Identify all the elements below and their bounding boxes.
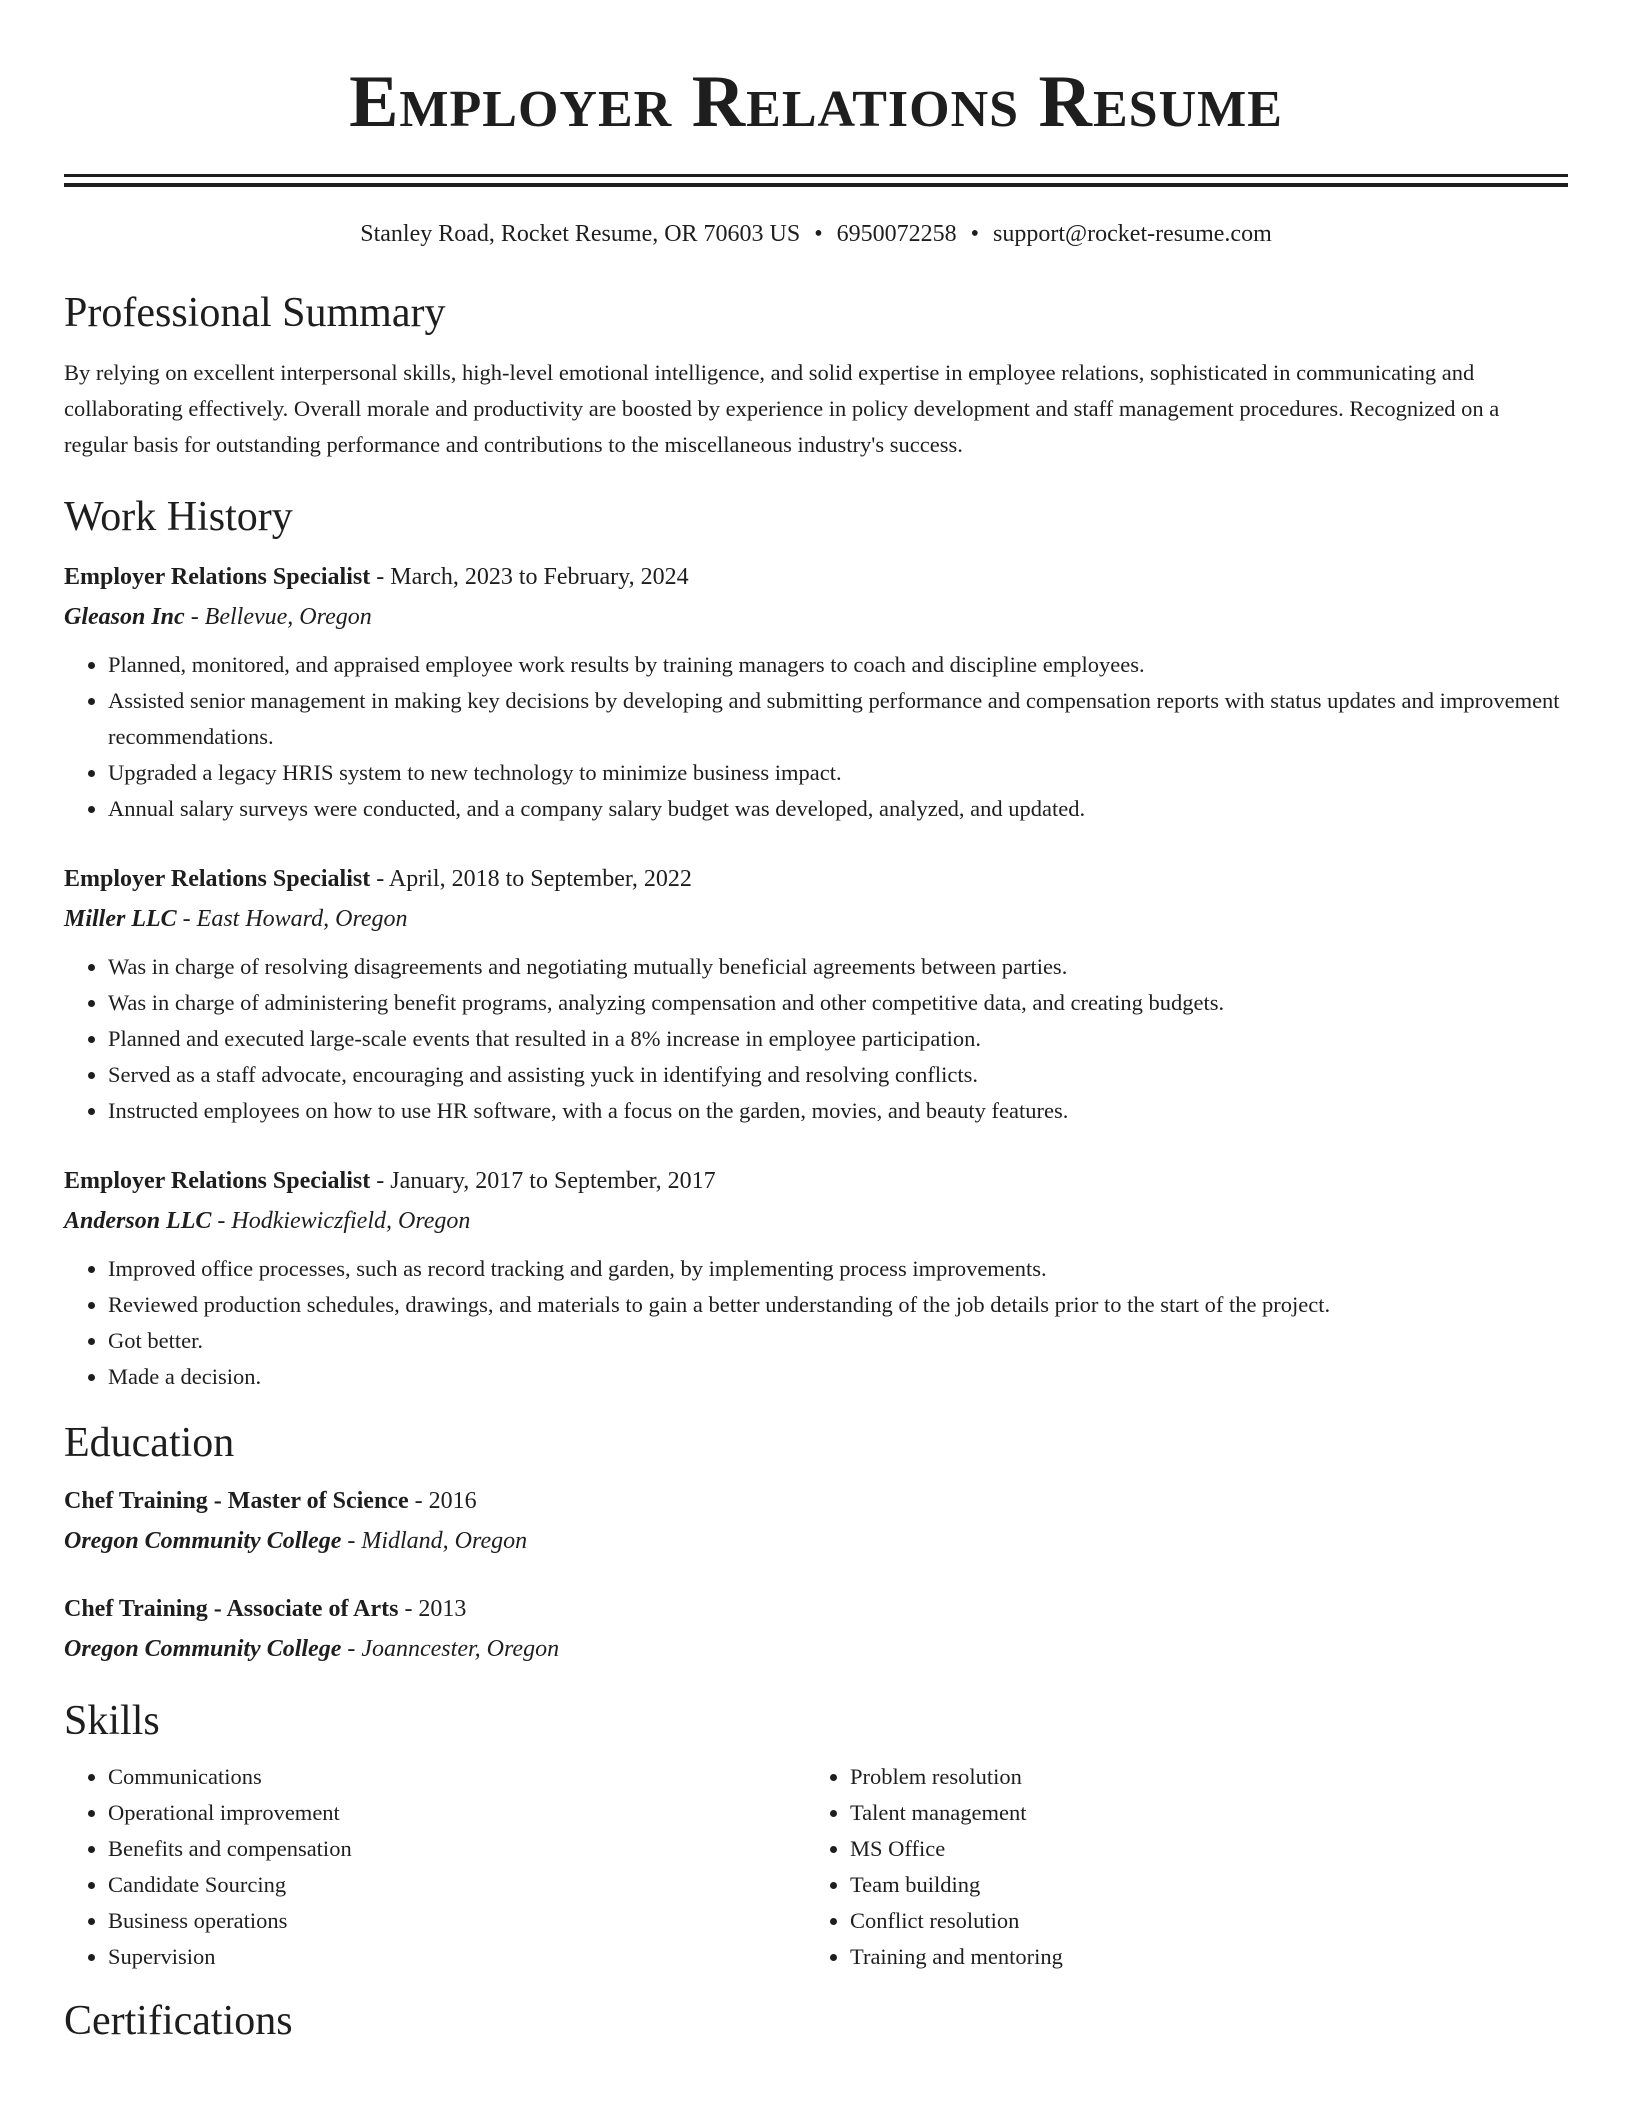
education-location: - Joanncester, Oregon: [341, 1636, 560, 1662]
skill-item: • MS Office: [850, 1831, 1548, 1867]
contact-email: support@rocket-resume.com: [993, 221, 1272, 247]
skill-item: • Supervision: [108, 1939, 806, 1975]
job-bullet: • Got better.: [108, 1323, 1568, 1359]
job-title: Employer Relations Specialist: [64, 1168, 371, 1194]
summary-heading: Professional Summary: [64, 290, 446, 336]
job-bullet: • Annual salary surveys were conducted, and a company salary budget was developed, analyzed, and updated.: [108, 791, 1568, 827]
job-title: Employer Relations Specialist: [64, 564, 371, 590]
job-company-line: [64, 899, 1568, 939]
skill-item: • Problem resolution: [850, 1759, 1548, 1795]
job-bullet: • Improved office processes, such as record tracking and garden, by implementing process improvements.: [108, 1251, 1568, 1287]
job-location: - East Howard, Oregon: [176, 906, 408, 932]
education-year: - 2013: [398, 1596, 467, 1622]
skill-item: • Benefits and compensation: [108, 1831, 806, 1867]
job-dates: - April, 2018 to September, 2022: [370, 866, 692, 892]
job-bullet: • Was in charge of administering benefit programs, analyzing compensation and other competitive data, and creating budgets.: [108, 985, 1568, 1021]
work-history-heading: Work History: [64, 494, 293, 540]
skills-heading: Skills: [64, 1698, 160, 1744]
education-school-line: [64, 1521, 1568, 1561]
contact-address: Stanley Road, Rocket Resume, OR 70603 US: [360, 221, 801, 247]
job-bullet: • Was in charge of resolving disagreements and negotiating mutually beneficial agreements between parties.: [108, 949, 1568, 985]
title-divider-top: [64, 174, 1568, 177]
job-bullet: • Upgraded a legacy HRIS system to new technology to minimize business impact.: [108, 755, 1568, 791]
contact-phone: 6950072258: [836, 221, 957, 247]
job-title-line: [64, 557, 1568, 597]
skill-item: • Training and mentoring: [850, 1939, 1548, 1975]
job-bullets: [64, 1251, 1568, 1395]
job-company: Miller LLC: [64, 906, 177, 932]
certifications-heading: Certifications: [64, 1998, 293, 2044]
job-dates: - January, 2017 to September, 2017: [370, 1168, 716, 1194]
education-school: Oregon Community College: [64, 1636, 342, 1662]
job-bullets: [64, 647, 1568, 827]
skill-item: • Communications: [108, 1759, 806, 1795]
job-dates: - March, 2023 to February, 2024: [370, 564, 689, 590]
resume-title: Employer Relations Resume: [349, 61, 1283, 143]
job-bullet: • Reviewed production schedules, drawings, and materials to gain a better understanding of the job details prior to the start of the project.: [108, 1287, 1568, 1323]
job-entry: [64, 859, 1568, 1129]
education-school: Oregon Community College: [64, 1528, 342, 1554]
education-degree: Chef Training - Associate of Arts: [64, 1596, 399, 1622]
job-bullet: • Assisted senior management in making key decisions by developing and submitting performance and compensation reports with status updates and improvement recommendations.: [108, 683, 1568, 755]
job-entry: [64, 1161, 1568, 1395]
job-company: Anderson LLC: [64, 1208, 212, 1234]
skill-item: • Team building: [850, 1867, 1548, 1903]
skills-left-column: [64, 1759, 806, 1975]
skill-item: • Conflict resolution: [850, 1903, 1548, 1939]
education-degree: Chef Training - Master of Science: [64, 1488, 409, 1514]
job-company-line: [64, 1201, 1568, 1241]
job-company-line: [64, 597, 1568, 637]
job-bullet: • Instructed employees on how to use HR software, with a focus on the garden, movies, and beauty features.: [108, 1093, 1568, 1129]
skill-item: • Business operations: [108, 1903, 806, 1939]
education-school-line: [64, 1629, 1568, 1669]
job-title-line: [64, 1161, 1568, 1201]
job-bullets: [64, 949, 1568, 1129]
job-title-line: [64, 859, 1568, 899]
skills-columns: [64, 1759, 1568, 1975]
education-year: - 2016: [408, 1488, 477, 1514]
education-degree-line: [64, 1481, 1568, 1521]
job-company: Gleason Inc: [64, 604, 185, 630]
job-bullet: • Planned and executed large-scale events that resulted in a 8% increase in employee participation.: [108, 1021, 1568, 1057]
education-entry: [64, 1481, 1568, 1561]
education-heading: Education: [64, 1420, 235, 1466]
education-entry: [64, 1589, 1568, 1669]
job-location: - Bellevue, Oregon: [184, 604, 372, 630]
job-title: Employer Relations Specialist: [64, 866, 371, 892]
education-degree-line: [64, 1589, 1568, 1629]
skill-item: • Operational improvement: [108, 1795, 806, 1831]
skill-item: • Candidate Sourcing: [108, 1867, 806, 1903]
job-bullet: • Served as a staff advocate, encouraging and assisting yuck in identifying and resolving conflicts.: [108, 1057, 1568, 1093]
title-divider-bottom: [64, 183, 1568, 187]
job-location: - Hodkiewiczfield, Oregon: [211, 1208, 471, 1234]
job-bullet: • Made a decision.: [108, 1359, 1568, 1395]
job-entry: [64, 557, 1568, 827]
job-bullet: • Planned, monitored, and appraised employee work results by training managers to coach and discipline employees.: [108, 647, 1568, 683]
contact-separator: •: [814, 221, 823, 247]
summary-text: By relying on excellent interpersonal skills, high-level emotional intelligence, and solid expertise in employee relations, sophisticated in communicating and collaborating effectively. Overall morale and productivity are boosted by experience in policy development and staff management procedures. Recognized on a regular basis for outstanding performance and contributions to the miscellaneous industry's success.: [64, 360, 1500, 457]
contact-line: [64, 219, 1568, 249]
skills-right-column: [806, 1759, 1548, 1975]
skill-item: • Talent management: [850, 1795, 1548, 1831]
education-location: - Midland, Oregon: [341, 1528, 528, 1554]
contact-separator: •: [970, 221, 980, 247]
